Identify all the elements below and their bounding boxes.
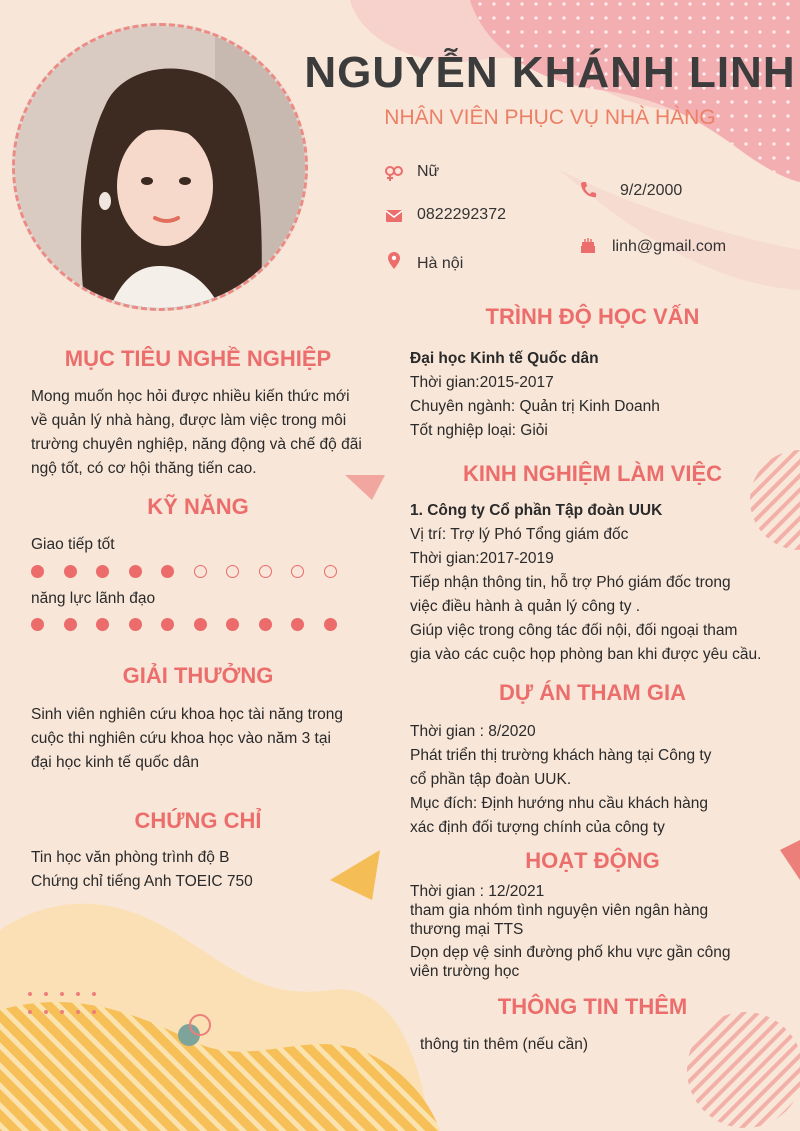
skill-rating-communication: [31, 565, 351, 579]
email-value[interactable]: linh@gmail.com: [612, 238, 727, 255]
projects-heading: DỰ ÁN THAM GIA: [499, 680, 686, 705]
rating-dot-empty: [194, 565, 207, 578]
rating-dot-filled: [324, 618, 337, 631]
rating-dot-filled: [31, 618, 44, 631]
experience-line: Giúp việc trong công tác đối nội, đối ngoại tham: [410, 622, 738, 639]
rating-dot-filled: [64, 565, 77, 578]
rating-dot-empty: [226, 565, 239, 578]
awards-line: Sinh viên nghiên cứu khoa học tài năng trong: [31, 706, 343, 723]
rating-dot-empty: [259, 565, 272, 578]
certificate-item: Chứng chỉ tiếng Anh TOEIC 750: [31, 873, 253, 890]
projects-block: [410, 720, 790, 840]
rating-dot-filled: [259, 618, 272, 631]
avatar: [12, 23, 308, 311]
birthday-value: 9/2/2000: [620, 182, 683, 199]
project-line: xác định đối tượng chính của công ty: [410, 819, 665, 836]
activity-line: viên trường học: [410, 963, 520, 980]
activity-line: thương mại TTS: [410, 921, 524, 938]
objective-heading: MỤC TIÊU NGHỀ NGHIỆP: [64, 346, 332, 371]
project-line: Mục đích: Định hướng nhu cầu khách hàng: [410, 795, 709, 812]
activities-block: [410, 882, 790, 981]
education-block: [410, 347, 790, 443]
rating-dot-filled: [129, 565, 142, 578]
rating-dot-empty: [324, 565, 337, 578]
rating-dot-filled: [226, 618, 239, 631]
awards-heading: GIẢI THƯỞNG: [122, 663, 274, 688]
gender-value: Nữ: [417, 163, 440, 180]
experience-heading: KINH NGHIỆM LÀM VIỆC: [462, 461, 723, 486]
school-name: Đại học Kinh tế Quốc dân: [410, 350, 599, 367]
company-name: 1. Công ty Cổ phần Tập đoàn UUK: [410, 502, 663, 519]
extra-info-heading: THÔNG TIN THÊM: [497, 994, 688, 1019]
education-line: Chuyên ngành: Quản trị Kinh Doanh: [410, 398, 660, 415]
extra-info-text: thông tin thêm (nếu cần): [420, 1036, 589, 1053]
location-pin-icon: [384, 250, 404, 270]
experience-line: Thời gian:2017-2019: [410, 550, 554, 567]
job-title: NHÂN VIÊN PHỤC VỤ NHÀ HÀNG: [384, 106, 716, 129]
education-line: Tốt nghiệp loại: Giỏi: [410, 422, 548, 439]
experience-line: việc điều hành à quản lý công ty .: [410, 598, 641, 615]
skill-rating-leadership: [31, 618, 351, 632]
rating-dot-filled: [161, 565, 174, 578]
phone-number: 0822292372: [417, 206, 506, 223]
objective-line: Mong muốn học hỏi được nhiều kiến thức mới: [31, 388, 350, 405]
skill-label-leadership: năng lực lãnh đạo: [31, 590, 156, 607]
experience-line: Tiếp nhận thông tin, hỗ trợ Phó giám đốc trong: [410, 574, 731, 591]
awards-line: đại học kinh tế quốc dân: [31, 754, 200, 771]
activity-line: Thời gian : 12/2021: [410, 883, 545, 900]
rating-dot-filled: [31, 565, 44, 578]
project-line: cổ phần tập đoàn UUK.: [410, 771, 572, 788]
rating-dot-filled: [161, 618, 174, 631]
phone-icon: [578, 180, 598, 200]
experience-line: Vị trí: Trợ lý Phó Tổng giám đốc: [410, 526, 629, 543]
cake-icon: [578, 236, 598, 256]
rating-dot-filled: [96, 618, 109, 631]
project-line: Thời gian : 8/2020: [410, 723, 536, 740]
full-name: NGUYỄN KHÁNH LINH: [304, 48, 796, 97]
rating-dot-filled: [194, 618, 207, 631]
education-line: Thời gian:2015-2017: [410, 374, 554, 391]
activity-line: tham gia nhóm tình nguyện viên ngân hàng: [410, 902, 709, 919]
envelope-icon: [384, 206, 404, 226]
project-line: Phát triển thị trường khách hàng tại Công ty: [410, 747, 712, 764]
experience-block: [410, 499, 795, 667]
certificates-text: [31, 846, 381, 894]
objective-line: trường chuyên nghiệp, năng động và chế độ đãi: [31, 436, 362, 453]
awards-line: cuộc thi nghiên cứu khoa học vào năm 3 tại: [31, 730, 331, 747]
address-value: Hà nội: [417, 255, 464, 272]
education-heading: TRÌNH ĐỘ HỌC VẤN: [485, 304, 700, 329]
experience-line: gia vào các cuộc họp phòng ban khi được yêu cầu.: [410, 646, 762, 663]
certificate-item: Tin học văn phòng trình độ B: [31, 849, 230, 866]
rating-dot-empty: [291, 565, 304, 578]
rating-dot-filled: [291, 618, 304, 631]
rating-dot-filled: [129, 618, 142, 631]
skill-label-communication: Giao tiếp tốt: [31, 536, 115, 553]
certificates-heading: CHỨNG CHỈ: [134, 808, 262, 833]
objective-line: ngộ tốt, có cơ hội thăng tiến cao.: [31, 460, 257, 477]
activities-heading: HOẠT ĐỘNG: [525, 848, 660, 873]
rating-dot-filled: [96, 565, 109, 578]
skills-heading: KỸ NĂNG: [147, 494, 249, 519]
objective-line: về quản lý nhà hàng, được làm việc trong môi: [31, 412, 347, 429]
activity-line: Dọn dẹp vệ sinh đường phố khu vực gần công: [410, 944, 731, 961]
awards-text: [31, 703, 381, 775]
rating-dot-filled: [64, 618, 77, 631]
objective-text: [31, 385, 381, 481]
gender-icon: [384, 163, 404, 183]
